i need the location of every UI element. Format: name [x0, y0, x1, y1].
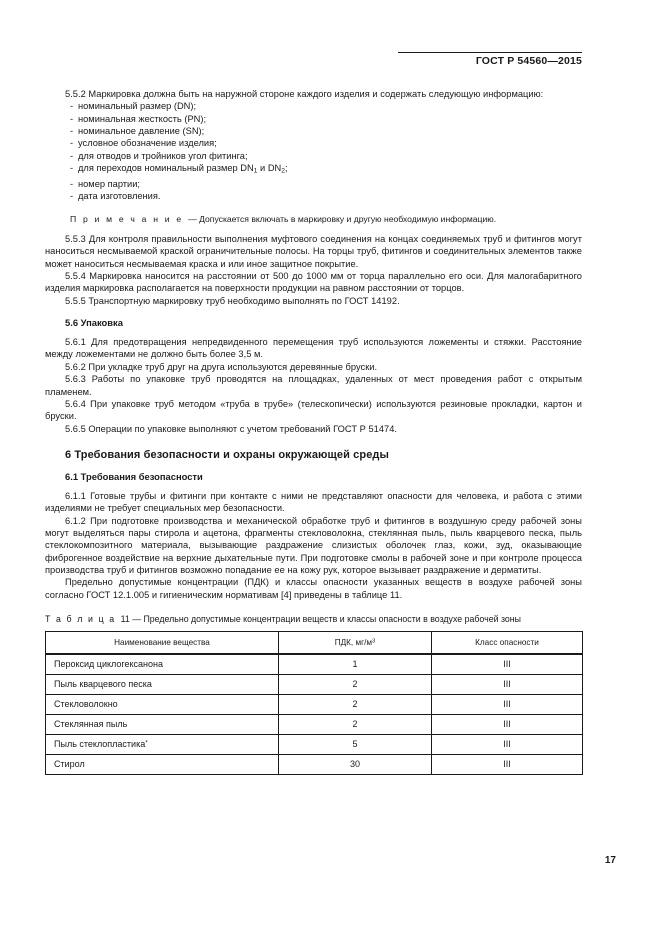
footnote-marker: *: [145, 739, 148, 747]
document-body: [45, 88, 582, 775]
table-caption-label: Т а б л и ц а: [45, 613, 116, 624]
cell-pdk: 5: [279, 734, 432, 754]
cell-substance-name-text: Пыль стеклопластика: [54, 739, 146, 750]
cell-substance-name: Пыль кварцевого песка: [46, 674, 279, 694]
table-row: [46, 654, 583, 675]
cell-hazard-class: III: [432, 694, 583, 714]
cell-hazard-class: III: [432, 754, 583, 774]
paragraph-5-6-4: 5.6.4 При упаковке труб методом «труба в трубе» (телескопически) используются резиновые прокладки, картон и бруски.: [45, 398, 582, 422]
cell-hazard-class: III: [432, 714, 583, 734]
list-item: - номинальная жесткость (PN);: [45, 113, 582, 125]
cell-pdk: 1: [279, 654, 432, 675]
cell-hazard-class: III: [432, 654, 583, 675]
table-caption-text: Предельно допустимые концентрации веществ и классы опасности в воздухе рабочей зоны: [143, 613, 521, 624]
table-header: [46, 631, 583, 654]
cell-substance-name: Стекловолокно: [46, 694, 279, 714]
marking-information-list: [45, 100, 582, 202]
table-row: [46, 734, 583, 754]
paragraph-5-5-4: 5.5.4 Маркировка наносится на расстоянии от 500 до 1000 мм от торца параллельно его оси. Для малогабаритного изделия маркировка располагается на поверхности продукции на равном расстоянии от торцов.: [45, 271, 582, 294]
table-body: [46, 654, 583, 775]
cell-hazard-class: III: [432, 674, 583, 694]
note-dash: —: [183, 213, 200, 224]
cell-substance-name: [46, 734, 279, 754]
table-header-row: [46, 631, 583, 654]
paragraph-5-6-5: 5.6.5 Операции по упаковке выполняют с учетом требований ГОСТ Р 51474.: [65, 423, 398, 434]
table-number: 11: [120, 613, 130, 624]
paragraph-5-5-2: 5.5.2 Маркировка должна быть на наружной стороне каждого изделия и содержать следующую информацию:: [65, 89, 544, 99]
note-text: Допускается включать в маркировку и другую необходимую информацию.: [199, 213, 497, 224]
cell-pdk: 2: [279, 694, 432, 714]
paragraph-5-6-3: 5.6.3 Работы по упаковке труб проводятся на площадках, удаленных от мест проведения работ с открытым пламенем.: [45, 374, 582, 397]
table-caption: [45, 613, 582, 625]
running-header: [45, 52, 582, 67]
cell-pdk: 2: [279, 674, 432, 694]
list-item: - номинальный размер (DN);: [45, 100, 582, 112]
list-item: - дата изготовления.: [45, 190, 582, 202]
column-header-hazard-class: Класс опасности: [432, 631, 583, 654]
paragraph-6-1-2-continued: Предельно допустимые концентрации (ПДК) и классы опасности указанных веществ в воздухе рабочей зоны согласно ГОСТ 12.1.005 и гигиеническим нормативам [4] приведены в таблице 11.: [45, 577, 582, 600]
standard-title: ГОСТ Р 54560—2015: [475, 55, 582, 67]
list-item: - для отводов и тройников угол фитинга;: [45, 150, 582, 162]
list-item: - номинальное давление (SN);: [45, 125, 582, 137]
paragraph-5-5-5: 5.5.5 Транспортную маркировку труб необходимо выполнять по ГОСТ 14192.: [65, 295, 400, 306]
paragraph-5-6-1: 5.6.1 Для предотвращения непредвиденного перемещения труб используются ложементы и стяжки. Расстояние между ложементами не должно быть более 3,5 м.: [45, 337, 582, 360]
cell-pdk: 30: [279, 754, 432, 774]
paragraph-5-6-2: 5.6.2 При укладке труб друг на друга используются деревянные бруски.: [65, 361, 378, 372]
table-row: [46, 754, 583, 774]
table-row: [46, 674, 583, 694]
cell-substance-name: Стеклянная пыль: [46, 714, 279, 734]
paragraph-5-5-3: 5.5.3 Для контроля правильности выполнения муфтового соединения на концах соединяемых труб и фитингов могут наноситься несмываемой краской ограничительные полосы. На торцы труб, фитингов и соединительных элементов также может наноситься несмываемая краска и или иное защитное покрытие.: [45, 234, 582, 269]
cell-hazard-class: III: [432, 734, 583, 754]
heading-5-6: 5.6 Упаковка: [65, 317, 123, 329]
note-label: П р и м е ч а н и е: [70, 213, 184, 224]
table-row: [46, 694, 583, 714]
note-block: [45, 213, 582, 225]
heading-section-6: 6 Требования безопасности и охраны окружающей среды: [65, 448, 389, 461]
list-item: - номер партии;: [45, 178, 582, 190]
heading-6-1: 6.1 Требования безопасности: [65, 470, 203, 482]
page-number: 17: [604, 855, 616, 866]
cell-pdk: 2: [279, 714, 432, 734]
hazard-limits-table: [45, 631, 583, 775]
list-item: - условное обозначение изделия;: [45, 137, 582, 149]
paragraph-6-1-2: 6.1.2 При подготовке производства и механической обработке труб и фитингов в воздушную среду рабочей зоны могут выделяться пары стирола и ацетона, фрагменты стекловолокна, стеклянная пыль, пыль кварцевого песка, пыль стеклокомпозитного материала, вызывающие раздражение слизистых оболочек глаз, кожи, зуд, оказывающие фиброгенное воздействие на верхние дыхательные пути. При подготовке смолы в рабочей зоне и при контроле процесса производства труб и фитингов возможно попадание ее на кожу рук, которое вызывает раздражение и дерматиты.: [45, 515, 582, 575]
list-item-transitions: - для переходов номинальный размер $DN_1$ и $DN_2$;: [45, 162, 582, 178]
column-header-substance-name: Наименование вещества: [46, 631, 279, 654]
cell-substance-name: Пероксид циклогексанона: [46, 654, 279, 675]
table-caption-dash: —: [129, 613, 144, 624]
cell-substance-name: Стирол: [46, 754, 279, 774]
paragraph-6-1-1: 6.1.1 Готовые трубы и фитинги при контакте с ними не представляют опасности для человека, и работа с этими изделиями не требует специальных мер безопасности.: [45, 490, 582, 514]
column-header-pdk: ПДК, $мг/м^3$: [279, 631, 432, 654]
table-row: [46, 714, 583, 734]
